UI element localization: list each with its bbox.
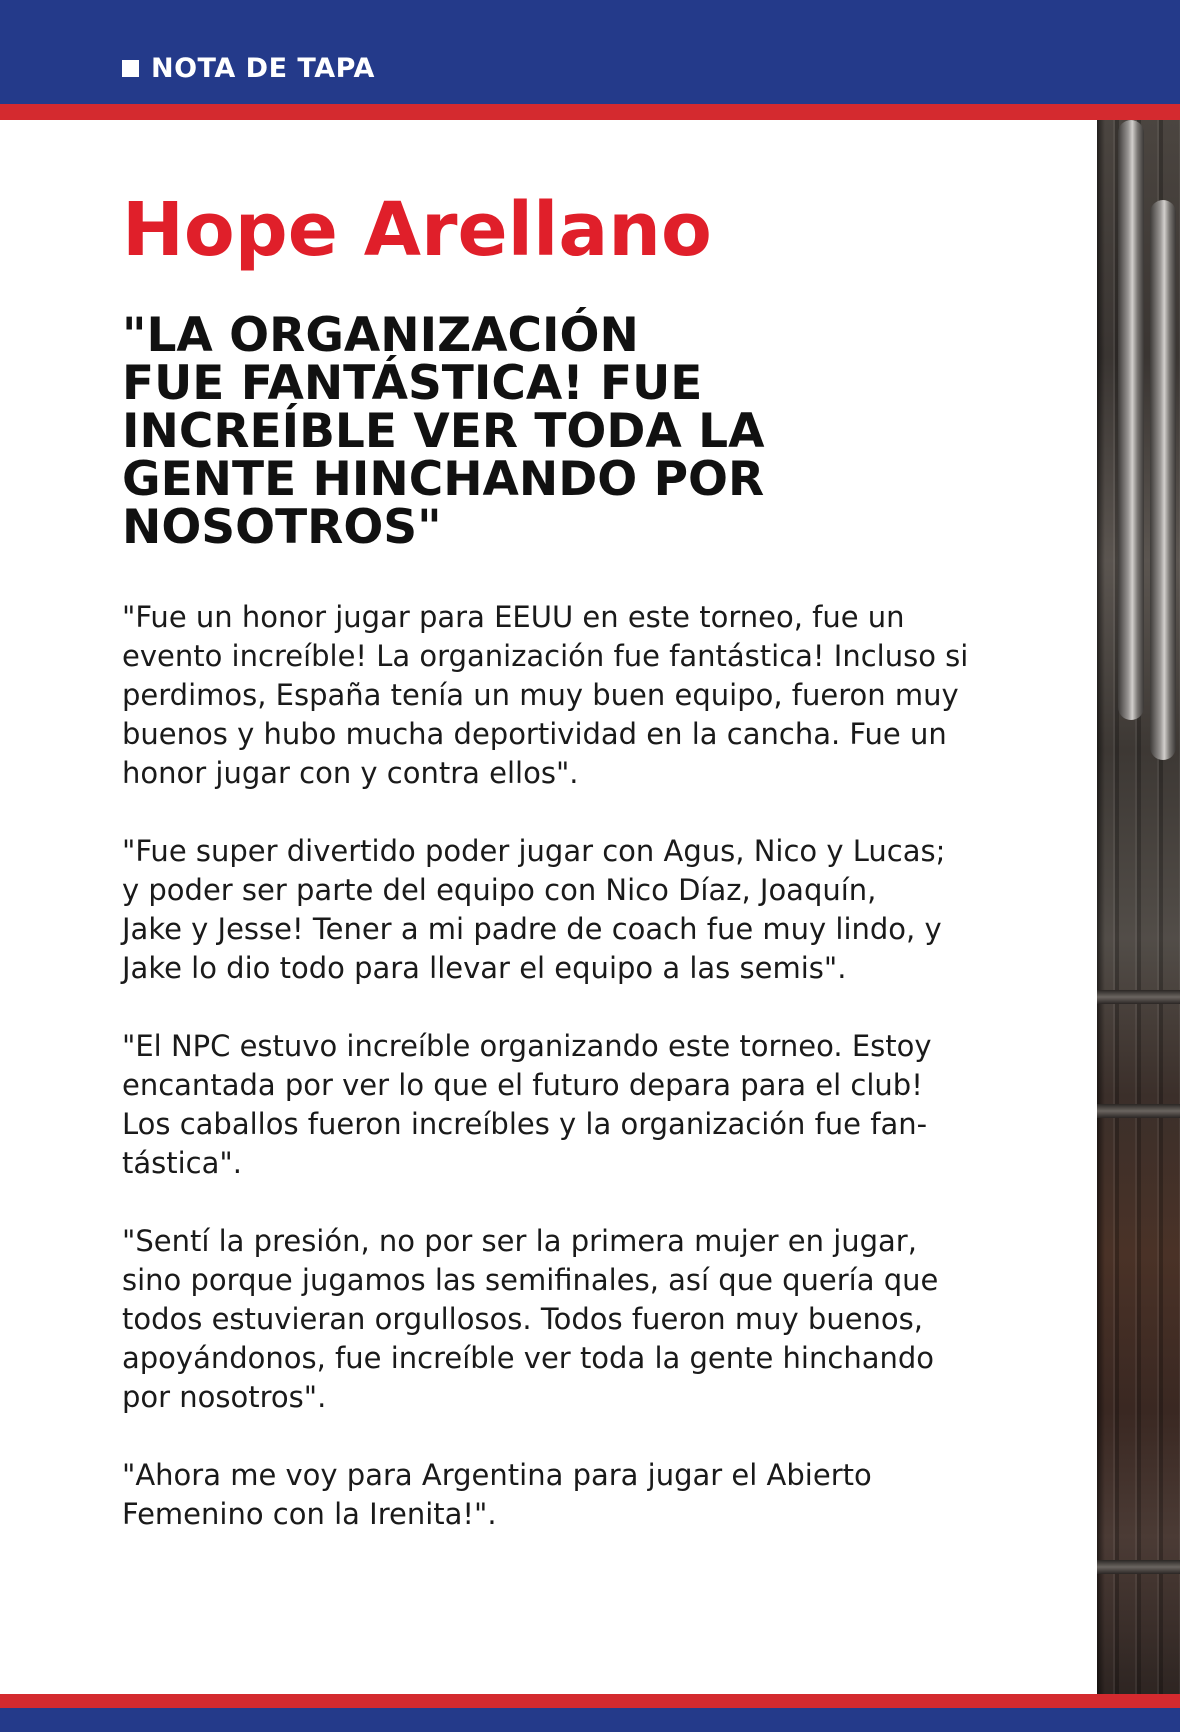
square-bullet-icon bbox=[122, 60, 139, 77]
footer-band bbox=[0, 1708, 1180, 1732]
article-paragraph: "Sentí la presión, no por ser la primera mujer en jugar, sino porque jugamos las semifinales, así que quería que todos estuvieran orgullosos. Todos fueron muy buenos, apoyándonos, fue increíble ver toda la gente hinchando por nosotros". bbox=[122, 1224, 939, 1414]
article-paragraph: "Fue super divertido poder jugar con Agus, Nico y Lucas; y poder ser parte del equipo con Nico Díaz, Joaquín, Jake y Jesse! Tener a mi padre de coach fue muy lindo, y Jake lo dio todo para llevar el equipo a las semis". bbox=[122, 834, 946, 985]
article-name: Hope Arellano bbox=[122, 187, 712, 273]
side-photo-pipe bbox=[1150, 200, 1176, 760]
article-paragraph: "Fue un honor jugar para EEUU en este torneo, fue un evento increíble! La organización fue fantástica! Incluso si perdimos, España tenía un muy buen equipo, fueron muy buenos y hubo mucha deportividad en la cancha. Fue un honor jugar con y contra ellos". bbox=[122, 600, 969, 790]
side-photo-rail bbox=[1097, 1104, 1180, 1118]
footer-red-stripe bbox=[0, 1694, 1180, 1708]
article-body bbox=[122, 598, 1057, 1534]
side-photo-rail bbox=[1097, 990, 1180, 1004]
header-red-stripe bbox=[0, 104, 1180, 120]
article-paragraph: "El NPC estuvo increíble organizando este torneo. Estoy encantada por ver lo que el futuro depara para el club! Los caballos fueron increíbles y la organización fue fan- tástica". bbox=[122, 1029, 932, 1180]
article-paragraph: "Ahora me voy para Argentina para jugar el Abierto Femenino con la Irenita!". bbox=[122, 1458, 872, 1531]
section-label: NOTA DE TAPA bbox=[151, 52, 375, 84]
section-tag bbox=[122, 50, 375, 86]
side-photo-pipe bbox=[1118, 120, 1144, 720]
article-headline: "LA ORGANIZACIÓN FUE FANTÁSTICA! FUE INCREÍBLE VER TODA LA GENTE HINCHANDO POR NOSOTROS" bbox=[122, 308, 765, 555]
side-photo-rail bbox=[1097, 1560, 1180, 1574]
